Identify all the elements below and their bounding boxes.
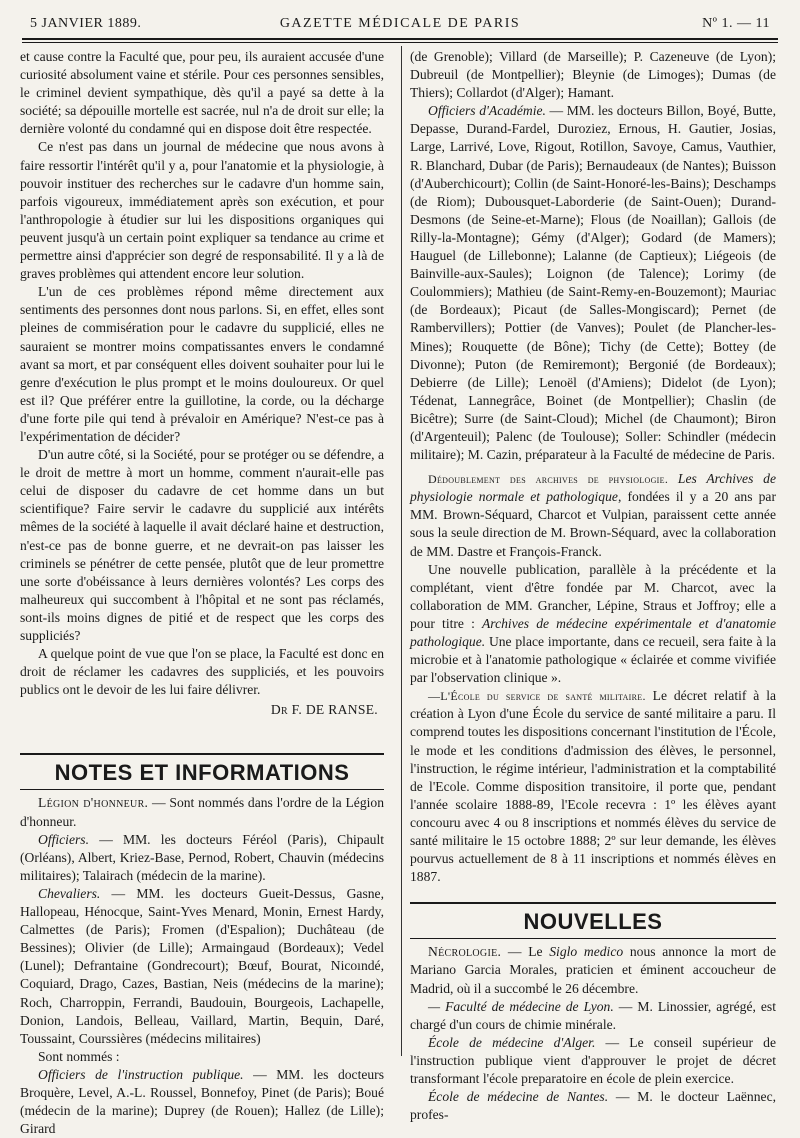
entry-text: — M. le docteur Laënnec, profes- (410, 1089, 776, 1123)
article-paragraph: et cause contre la Faculté que, pour peu, ils auraient accusée d'une curiosité absolument vaine et stérile. Pour ces personnes sensibles, le criminel devient sympathique, dès qu'il a payé sa dette à la société; sa dépouille mortelle est sacrée, nul n'a de droit sur elle; la dernière volonté du condamné qui en dispose doit être respectée. (20, 49, 384, 137)
notes-entry (410, 687, 776, 886)
notes-entry (20, 831, 384, 885)
notes-entry: Sont nommés : (38, 1048, 120, 1064)
entry-label: — Faculté de médecine de Lyon. (428, 998, 614, 1014)
notes-entry: (de Grenoble); Villard (de Marseille); P. Cazeneuve (de Lyon); Dubreuil (de Montpellier); Bleynie (de Limoges); Dumas (de Thiers); Collardot (d'Alger); Hamant. (410, 49, 776, 101)
entry-label: Officiers. (38, 831, 89, 847)
header-date: 5 JANVIER 1889. (30, 16, 142, 31)
entry-text: Une nouvelle publication, parallèle à la précédente et la complétant, vient d'être fondée par M. Charcot, avec la collaboration de MM. Grancher, Lépine, Straus et Joffroy; elle a pour titre : (410, 561, 776, 631)
entry-label: Officiers de l'instruction publique. (38, 1066, 244, 1082)
right-column (410, 48, 776, 1124)
entry-text: — Le conseil supérieur de l'instruction publique vient d'approuver le projet de décret transformant l'école preparatoire en école de plein exercice. (410, 1034, 777, 1086)
entry-text: nous annonce la mort de Mariano Garcia Morales, praticien et éminent accoucheur de Madrid, où il a succombé le 26 décembre. (410, 944, 776, 996)
entry-label: École de médecine d'Alger. (428, 1034, 596, 1050)
article-signature: Dr F. DE RANSE. (270, 702, 378, 718)
entry-label: Légion d'honneur. (38, 795, 149, 811)
article-paragraph: A quelque point de vue que l'on se place, la Faculté est donc en droit de réclamer les cadavres des suppliciés, et les pouvoirs publics ont le devoir de les lui faire délivrer. (20, 646, 384, 698)
entry-label: École de médecine de Nantes. (428, 1089, 609, 1105)
header-page-number: Nº 1. — 11 (702, 16, 770, 31)
news-entry (410, 998, 776, 1034)
notes-entry (20, 794, 384, 830)
news-entry (410, 1088, 776, 1124)
notes-entry (410, 561, 776, 688)
entry-text: — MM. les docteurs Broquère, Level, A.-L. Roussel, Bonnefoy, Pinet (de Paris); Boué (médecin de la marine); Duprey (de Rouen); Hallez (de Lille); Girard (20, 1066, 384, 1137)
notes-heading: NOTES ET INFORMATIONS (20, 753, 384, 790)
notes-entry (20, 1066, 384, 1138)
news-entry (410, 1034, 776, 1088)
entry-label: Chevaliers. (38, 885, 101, 901)
news-entry (410, 943, 776, 997)
notes-entry (410, 102, 776, 464)
entry-text: , fondées il y a 20 ans par MM. Brown-Séquard, Charcot et Vulpian, paraissent cette année sous la seule direction de M. Brown-Séquard, avec la collaboration de MM. Dastre et François-Franck. (410, 489, 776, 559)
entry-text: Une place importante, dans ce recueil, sera faite à la microbie et à l'anatomie pathologique « éclairée et comme vivifiée par l'observation clinique ». (410, 634, 776, 686)
header-rule-thin (22, 42, 778, 43)
header-title: GAZETTE MÉDICALE DE PARIS (279, 16, 521, 31)
entry-text-italic: Siglo medico (549, 944, 624, 960)
entry-text: — Le (501, 944, 550, 960)
advertisement-gap (20, 719, 384, 747)
column-divider (401, 46, 402, 1056)
article-paragraph: Ce n'est pas dans un journal de médecine que nous avons à faire ressortir l'intérêt qu'il y a, pour l'anatomie et la physiologie, à pouvoir instituer des recherches sur le cadavre d'un homme sain, parfois vigoureux, immédiatement après son exécution, et pour l'anthropologie à étudier sur lui les dispositions organiques qui peuvent jusqu'à un certain point expliquer sa tendance au crime et permettre ainsi d'apprécier son degré de responsabilité. Il y a là de graves problèmes qui attendent encore leur solution. (20, 139, 384, 282)
page-header (30, 14, 770, 36)
nouvelles-heading: NOUVELLES (410, 902, 776, 939)
entry-label: Officiers d'Académie. (428, 103, 546, 119)
left-column (20, 48, 384, 1138)
entry-text: — Sont nommés dans l'ordre de la Légion d'honneur. (20, 795, 384, 829)
entry-label: Dédoublement des archives de physiologie. (428, 472, 669, 487)
entry-text-italic: Les Archives de physiologie normale et pathologique (410, 471, 776, 505)
article-paragraph: L'un de ces problèmes répond même directement aux sentiments des personnes dont nous parlons. Si, en effet, elles sont pleines de commisération pour le cadavre du supplicié, elles ne sauraient se montrer moins compatissantes envers le condamné avant sa mort, et par conséquent elles doivent souhaiter pour lui le genre d'exécution le plus prompt et le moins douloureux. Or quel est il? Que préférer entre la guillotine, la corde, ou la décharge d'une forte pile qui tend à prévaloir en Amérique? N'est-ce pas à l'expérimentation de décider? (20, 284, 384, 444)
section-gap (410, 886, 776, 896)
article-paragraph: D'un autre côté, si la Société, pour se protéger ou se défendre, a le droit de mettre à mort un homme, comment n'aurait-elle pas celui de disposer du cadavre de cet homme dans un but scientifique? Faire servir le cadavre du supplicié aux intérêts mêmes de la société à laquelle il avait déclaré haine et destruction, n'est-ce pas de bonne guerre, et ne devrait-on pas laisser les criminels se pénétrer de cette pensée, plutôt que de leur promettre une sorte d'obéissance à leurs dernières volontés? Les corps des malheureux qui succombent à l'hôpital et ne sont pas réclamés, sont-ils moins dignes de pitié et de respect que les corps des suppliciés? (20, 447, 384, 643)
entry-text: — M. Linossier, agrégé, est chargé d'un cours de chimie minérale. (410, 998, 776, 1032)
entry-text: — MM. les docteurs Billon, Boyé, Butte, Depasse, Durand-Fardel, Duroziez, Ernous, H. Gautier, Josias, Large, Larrivé, Love, Rigout, Rotillon, Savoye, Camus, Vauthier, R. Blanchard, Dubar (de Paris); Bernaudeaux (de Nantes); Buisson (d'Auberchicourt); Collin (de Saint-Honoré-les-Bains); Deschamps (de Riom); Dubousquet-Laborderie (de Saint-Ouen); Durand-Desmons (de Seine-et-Marne); Flous (de Noaillan); Gallois (de Rilly-la-Montagne); Gémy (d'Alger); Godard (de Mamers); Hauguel (de Lillebonne); Lalanne (de Captieux); Liégeois (de Bainville-aux-Saules); Loignon (de Talence); Lorimy (de Coulommiers); Mathieu (de Saint-Remy-en-Bouzemont); Mauriac (de Bordeaux); Picaut (de Salles-Mongiscard); Pernet (de Rambervillers); Pottier (de Vanves); Poulet (de Plancher-les-Mines); Rouquette (de Bône); Tichy (de Cette); Bottey (de Divonne); Puton (de Remiremont); Bergonié (de Bordeaux); Debierre (de Lille); Lenoël (d'Amiens); Didelot (de Lyon); Tédenat, Lannegrâce, Boinet (de Montpellier); Chaslin (de Bicêtre); Surre (de Saint-Cloud); Michel (de Chaumont); Biron (d'Argenteuil); Palenc (de Toulouse); Soller: Schindler (médecin militaire); M. Cazin, préparateur à la Faculté de médecine de Paris. (410, 103, 776, 463)
entry-text: Le décret relatif à la création à Lyon d'une École du service de santé militaire a paru. Il comprend toutes les dispositions concernant l'institution de l'École, le mode et les conditions d'admission des élèves, le personnel, l'instruction, le régime intérieur, l'administration et la comptabilité de l'Ecole. Comme disposition transitoire, il porte que, pendant l'année scolaire 1888-89, l'Ecole recevra : 1º les élèves ayant concouru avec 4 ou 8 inscriptions et nommés élèves du service de santé militaire le 15 octobre 1888; 2º sur leur demande, les élèves pourvus actuellement de 8 à 11 inscriptions et nommés élèves en 1887. (410, 688, 777, 885)
entry-text-italic: Archives de médecine expérimentale et d'anatomie pathologique. (410, 615, 776, 649)
entry-label: —L'École du service de santé militaire. (428, 689, 646, 704)
entry-label: Nécrologie. (428, 944, 502, 960)
header-rule-thick (22, 38, 778, 40)
entry-text: — MM. les docteurs Gueit-Dessus, Gasne, Hallopeau, Hénocque, Saint-Yves Menard, Monin, Ernest Hardy, Calmettes (de Paris); Fromen (d'Espalion); Duchâteau (de Bessines); Olivier (de Lille); Armaingaud (Bordeaux); Vedel (Lunel); Defrantaine (Gondrecourt); Bœuf, Bourat, Nicoındé, Coquiard, Drago, Cazes, Bastian, Neis (médecins de la marine); Roch, Charroppin, Ferrandi, Baudouin, Bourgeois, Lachapelle, Donion, Landois, Belleau, Vaillard, Martin, Bequin, Daré, Toussaint, Courssières (médecins militaires) (20, 885, 384, 1046)
entry-text: — MM. les docteurs Féréol (Paris), Chipault (Orléans), Albert, Kriez-Base, Pernod, Robert, Chauvin (médecins militaires); Talairach (médecin de la marine). (20, 831, 384, 883)
notes-entry (20, 885, 384, 1048)
notes-entry (410, 470, 776, 560)
